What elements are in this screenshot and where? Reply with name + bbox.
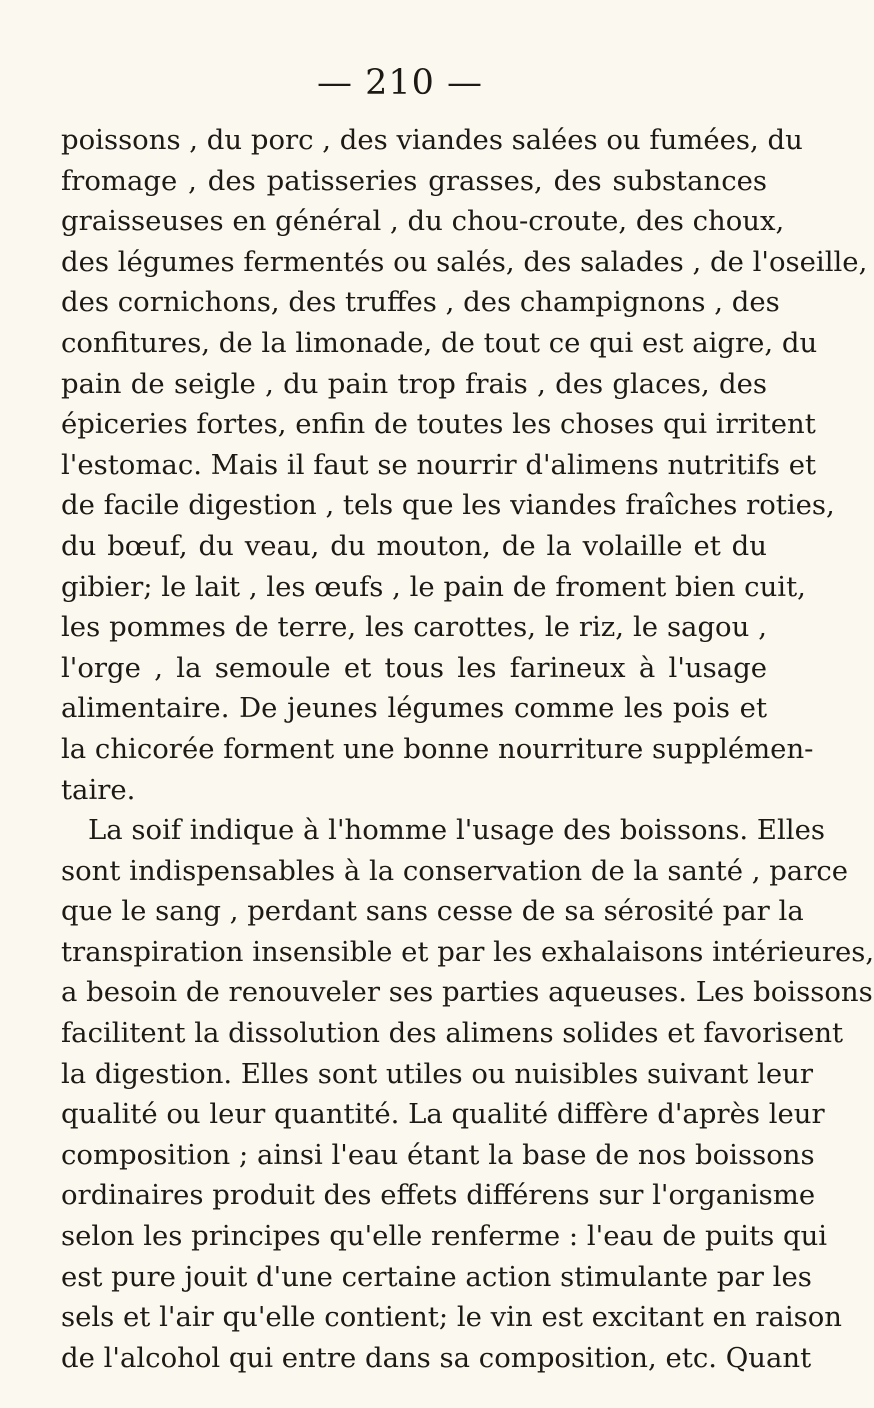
text-line: alimentaire. De jeunes légumes comme les pois et: [61, 692, 767, 725]
text-line: transpiration insensible et par les exhalaisons intérieures,: [61, 935, 874, 968]
paragraph-1: [61, 120, 868, 810]
text-line: fromage , des patisseries grasses, des substances: [61, 164, 767, 197]
text-line: selon les principes qu'elle renferme : l'eau de puits qui: [61, 1220, 828, 1253]
text-line: qualité ou leur quantité. La qualité diffère d'après leur: [61, 1098, 825, 1131]
text-line: a besoin de renouveler ses parties aqueuses. Les boissons: [61, 976, 873, 1009]
text-line: des légumes fermentés ou salés, des salades , de l'oseille,: [61, 245, 868, 278]
text-line: graisseuses en général , du chou-croute, des choux,: [61, 205, 785, 238]
text-line: sels et l'air qu'elle contient; le vin est excitant en raison: [61, 1301, 842, 1334]
text-line: confitures, de la limonade, de tout ce qui est aigre, du: [61, 326, 818, 359]
text-line: épiceries fortes, enfin de toutes les choses qui irritent: [61, 408, 816, 441]
text-line: de l'alcohol qui entre dans sa composition, etc. Quant: [61, 1341, 812, 1374]
text-line: que le sang , perdant sans cesse de sa sérosité par la: [61, 895, 804, 928]
text-line: sont indispensables à la conservation de la santé , parce: [61, 854, 849, 887]
text-line: du bœuf, du veau, du mouton, de la volaille et du: [61, 529, 767, 562]
text-line: l'orge , la semoule et tous les farineux à l'usage: [61, 651, 767, 684]
body-text: [61, 120, 874, 1378]
text-line: poissons , du porc , des viandes salées ou fumées, du: [61, 124, 803, 156]
text-line: l'estomac. Mais il faut se nourrir d'alimens nutritifs et: [61, 448, 817, 481]
text-line: facilitent la dissolution des alimens solides et favorisent: [61, 1017, 844, 1050]
text-line: composition ; ainsi l'eau étant la base de nos boissons: [61, 1138, 815, 1171]
text-line: taire.: [61, 773, 136, 806]
text-line: est pure jouit d'une certaine action stimulante par les: [61, 1260, 812, 1293]
text-line: de facile digestion , tels que les viandes fraîches roties,: [61, 489, 835, 522]
text-line: la chicorée forment une bonne nourriture supplémen-: [61, 732, 814, 765]
text-line: La soif indique à l'homme l'usage des boissons. Elles: [88, 814, 825, 847]
text-line: la digestion. Elles sont utiles ou nuisibles suivant leur: [61, 1057, 814, 1090]
text-line: les pommes de terre, les carottes, le riz, le sagou ,: [61, 611, 767, 644]
text-line: pain de seigle , du pain trop frais , des glaces, des: [61, 367, 767, 400]
text-line: des cornichons, des truffes , des champignons , des: [61, 286, 780, 319]
text-line: gibier; le lait , les œufs , le pain de froment bien cuit,: [61, 570, 806, 603]
text-line: ordinaires produit des effets différens sur l'organisme: [61, 1179, 816, 1212]
page-number-header: — 210 —: [316, 63, 484, 103]
paragraph-2: [61, 810, 874, 1378]
